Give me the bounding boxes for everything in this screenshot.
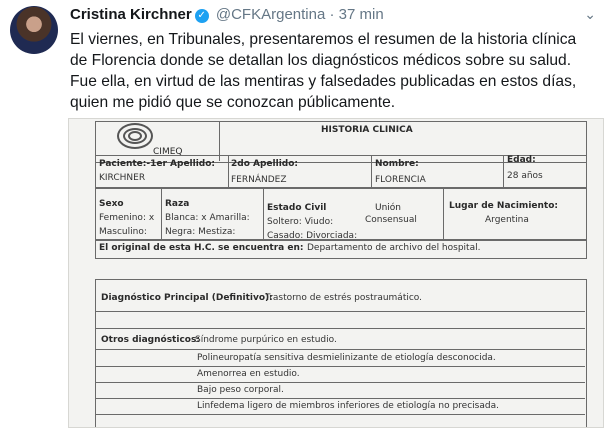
union-value: Consensual <box>365 215 417 225</box>
divider <box>443 187 444 239</box>
union-label: Unión <box>375 203 402 213</box>
sexo-femenino: Femenino: x <box>99 213 155 223</box>
otros-item: Síndrome purpúrico en estudio. <box>195 335 337 345</box>
avatar[interactable] <box>10 6 58 54</box>
apellido2-value: FERNÁNDEZ <box>231 175 287 185</box>
author-handle[interactable]: @CFKArgentina <box>215 6 326 23</box>
edad-value: 28 años <box>507 171 543 181</box>
raza-label: Raza <box>165 199 190 209</box>
estado-line2: Casado: Divorciada: <box>267 231 358 241</box>
original-label: El original de esta H.C. se encuentra en: <box>99 243 304 253</box>
nombre-label: Nombre: <box>375 159 419 169</box>
raza-line2: Negra: Mestiza: <box>165 227 236 237</box>
divider <box>95 328 585 329</box>
edad-label: Edad: <box>507 155 536 165</box>
nacimiento-label: Lugar de Nacimiento: <box>449 201 558 211</box>
apellido2-label: 2do Apellido: <box>231 159 299 169</box>
raza-line1: Blanca: x Amarilla: <box>165 213 250 223</box>
nombre-value: FLORENCIA <box>375 175 426 185</box>
divider <box>95 398 585 399</box>
diagnostico-principal-label: Diagnóstico Principal (Definitivo): <box>101 293 273 303</box>
author-name[interactable]: Cristina Kirchner <box>70 6 192 23</box>
otros-item: Amenorrea en estudio. <box>197 369 300 379</box>
divider <box>503 155 504 187</box>
divider <box>228 155 229 187</box>
otros-label: Otros diagnósticos: <box>101 335 200 345</box>
verified-badge-icon: ✓ <box>195 9 209 23</box>
divider <box>263 187 264 239</box>
tweet-attached-image[interactable] <box>68 118 604 428</box>
otros-item: Linfedema ligero de miembros inferiores de etiología no precisada. <box>197 401 499 411</box>
otros-item: Bajo peso corporal. <box>197 385 284 395</box>
cimeq-logo-icon <box>117 123 153 149</box>
tweet-text: El viernes, en Tribunales, presentaremos el resumen de la historia clínica de Florencia donde se detallan los diagnósticos médicos sobre su salud. Fue ella, en virtud de las mentiras y falsedades publicadas en estos días, quien me pidió que se conozcan públicamente. <box>70 31 577 111</box>
divider <box>161 187 162 239</box>
tweet-timestamp[interactable]: 37 min <box>338 6 384 23</box>
original-value: Departamento de archivo del hospital. <box>307 243 481 253</box>
sexo-masculino: Masculino: <box>99 227 147 237</box>
logo-text: CIMEQ <box>153 147 183 157</box>
divider <box>95 382 585 383</box>
divider <box>371 155 372 187</box>
otros-item: Polineuropatía sensitiva desmielinizante de etiología desconocida. <box>197 353 496 363</box>
paciente-label: Paciente:-1er Apellido: <box>99 159 216 169</box>
paciente-value: KIRCHNER <box>99 173 146 183</box>
diagnostico-principal-value: Trastorno de estrés postraumático. <box>265 293 423 303</box>
divider <box>95 349 585 350</box>
divider <box>95 311 585 312</box>
estado-line1: Soltero: Viudo: <box>267 217 334 227</box>
sexo-label: Sexo <box>99 199 124 209</box>
estado-label: Estado Civil <box>267 203 327 213</box>
separator: · <box>329 6 335 23</box>
document-title: HISTORIA CLINICA <box>321 125 413 135</box>
divider <box>95 414 585 415</box>
nacimiento-value: Argentina <box>485 215 529 225</box>
chevron-down-icon[interactable]: ⌄ <box>584 6 596 22</box>
tweet-header <box>70 6 384 23</box>
divider <box>95 366 585 367</box>
